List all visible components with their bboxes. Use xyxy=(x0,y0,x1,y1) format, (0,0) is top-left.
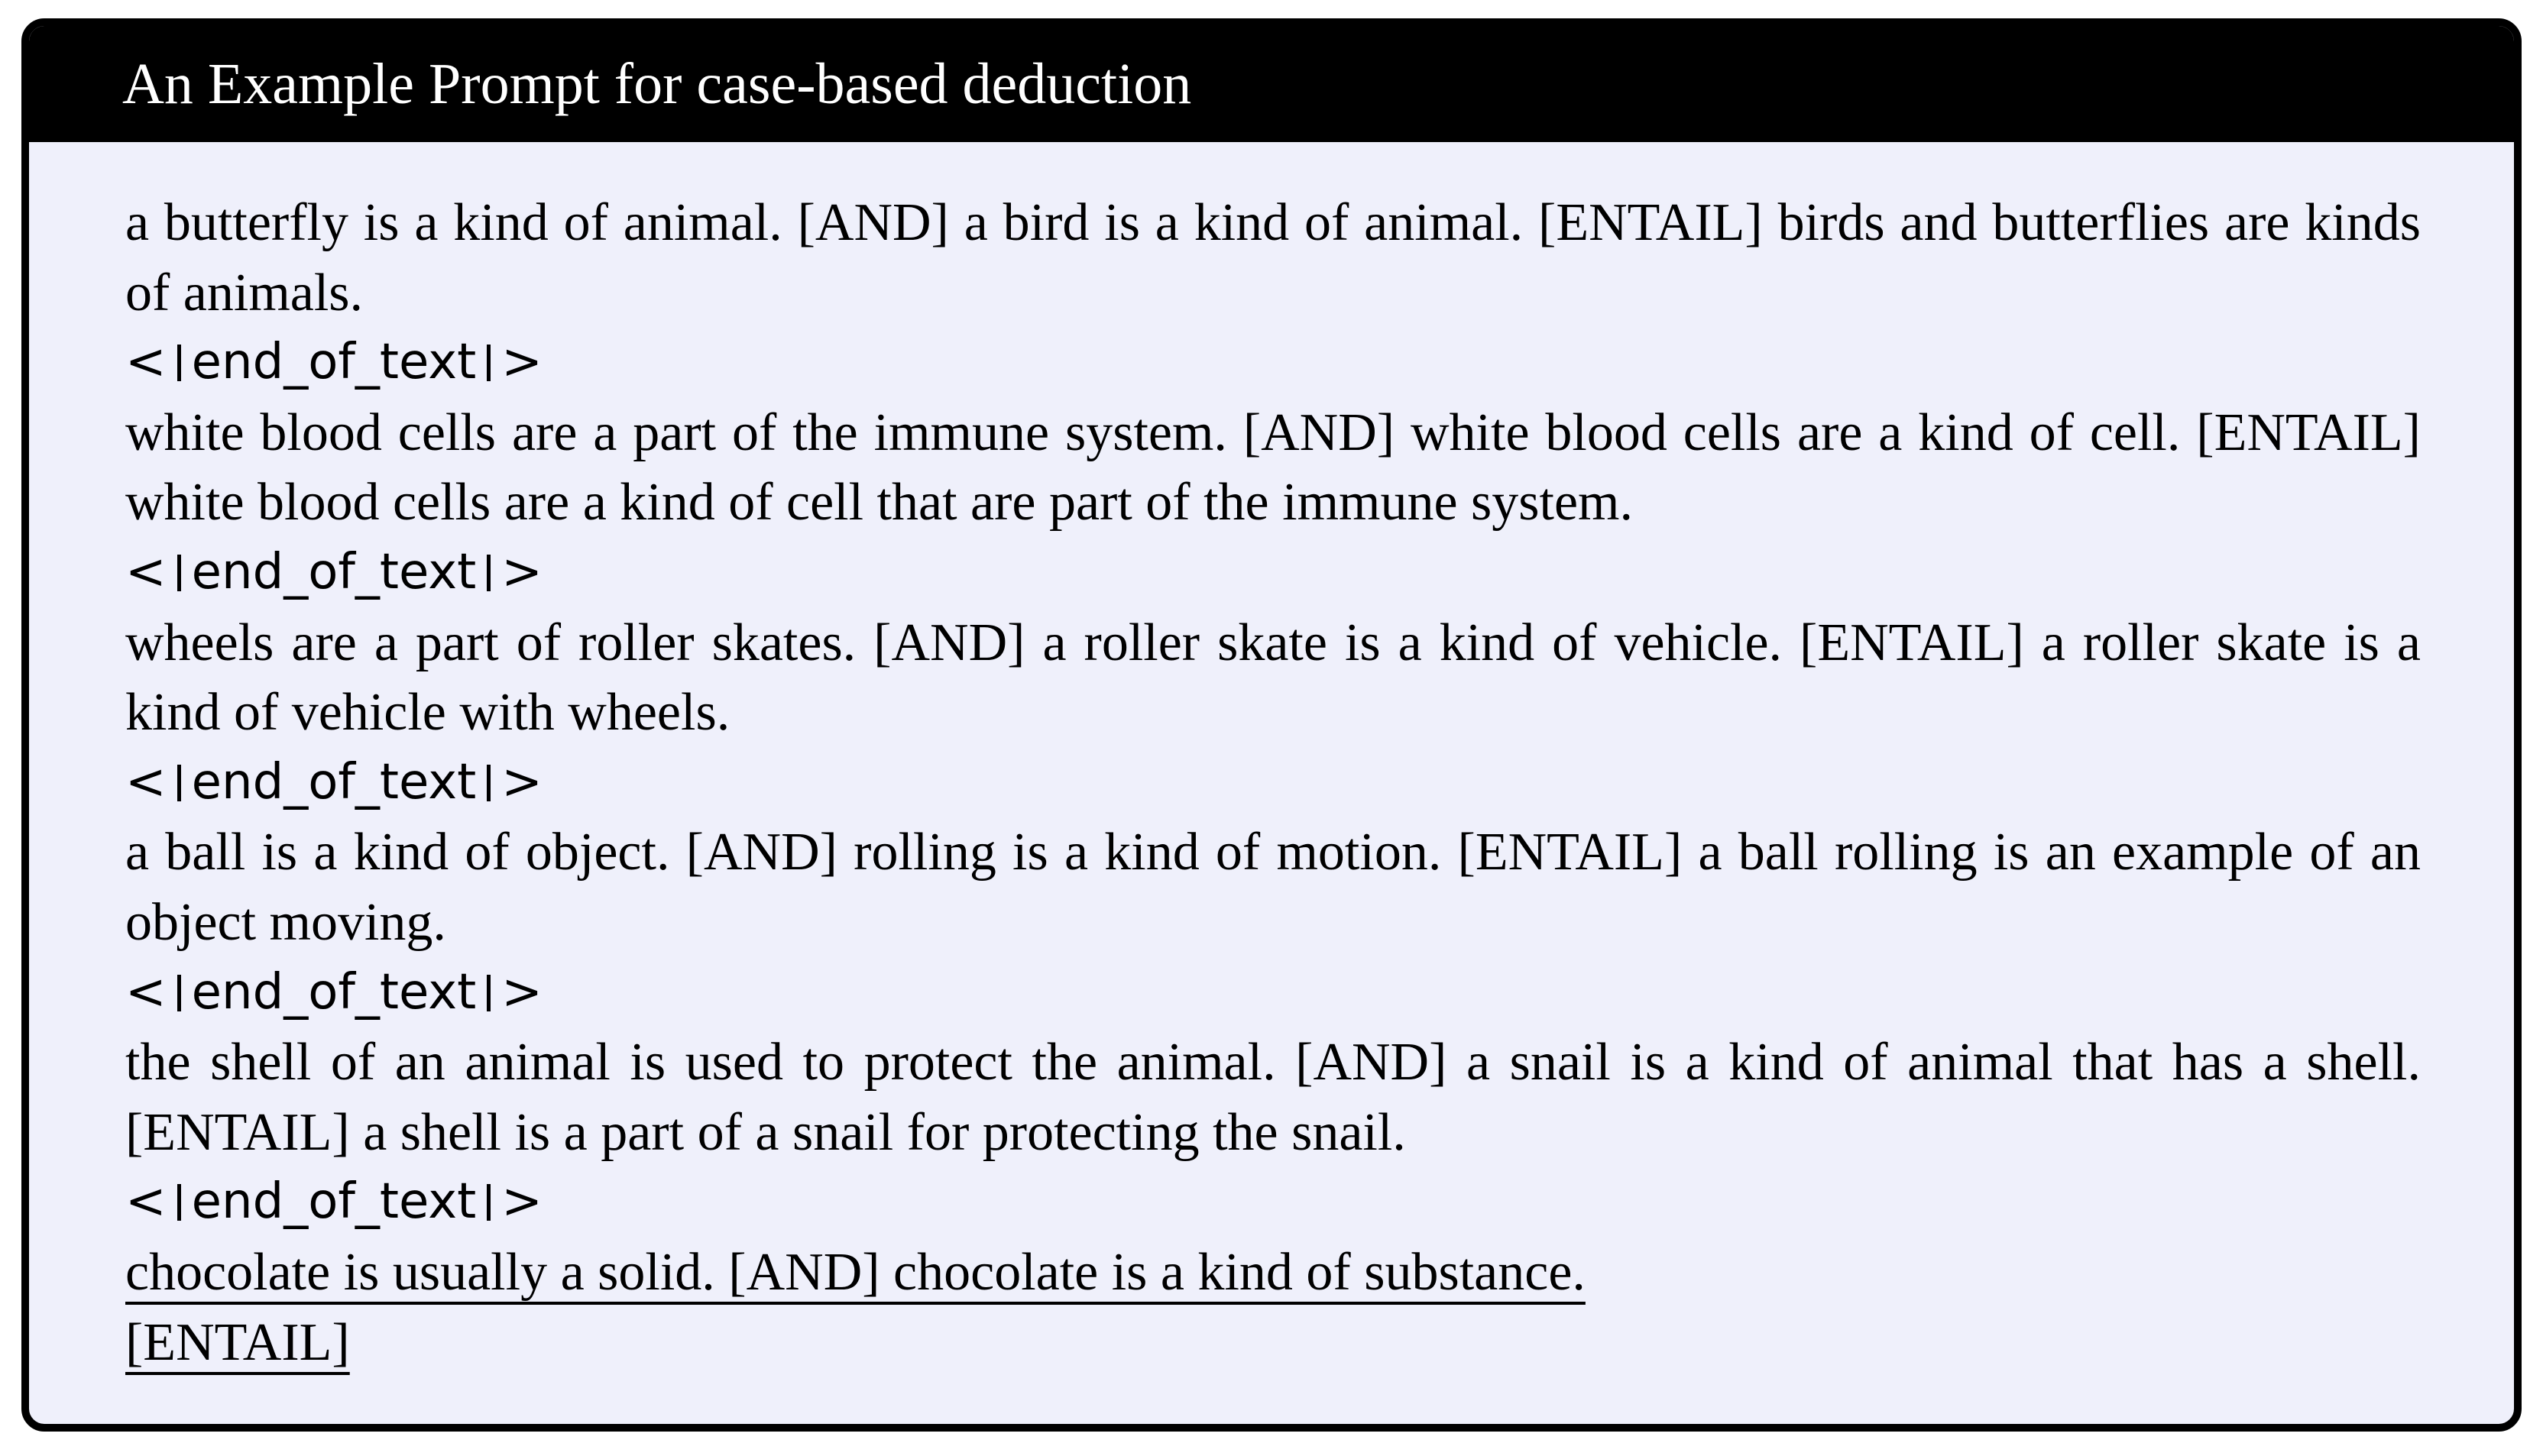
token-label: end_of_text xyxy=(191,543,477,600)
end-of-text-token xyxy=(125,538,2421,608)
token-bar xyxy=(177,975,181,1011)
example-text: wheels are a part of roller skates. [AND] a roller skate is a kind of vehicle. [ENTAIL] a roller skate is a kind of vehicle with wheels. xyxy=(125,613,2421,743)
token-open: < xyxy=(125,1173,167,1231)
query-line-1 xyxy=(125,1238,2421,1308)
token-open: < xyxy=(125,753,167,811)
token-close: > xyxy=(501,753,543,811)
example-text: a butterfly is a kind of animal. [AND] a bird is a kind of animal. [ENTAIL] birds and butterflies are kinds of animals. xyxy=(125,193,2421,322)
token-open: < xyxy=(125,963,167,1021)
token-bar xyxy=(177,1184,181,1221)
token-bar xyxy=(487,1184,491,1221)
token-label: end_of_text xyxy=(191,963,477,1021)
token-bar xyxy=(177,555,181,591)
token-open: < xyxy=(125,543,167,600)
token-close: > xyxy=(501,963,543,1021)
token-close: > xyxy=(501,1173,543,1231)
token-open: < xyxy=(125,334,167,391)
query-line-2 xyxy=(125,1308,2421,1378)
end-of-text-token xyxy=(125,748,2421,818)
example-text: the shell of an animal is used to protect the animal. [AND] a snail is a kind of animal that has a shell. [ENTAIL] a shell is a part of a snail for protecting the snail. xyxy=(125,1033,2421,1162)
prompt-body xyxy=(29,142,2514,1377)
end-of-text-token xyxy=(125,328,2421,398)
example-text: white blood cells are a part of the immune system. [AND] white blood cells are a kind of cell. [ENTAIL] white blood cells are a kind of cell that are part of the immune system. xyxy=(125,403,2421,532)
token-bar xyxy=(487,555,491,591)
token-bar xyxy=(487,975,491,1011)
token-close: > xyxy=(501,543,543,600)
token-bar xyxy=(177,765,181,801)
token-bar xyxy=(487,345,491,381)
token-close: > xyxy=(501,334,543,391)
token-bar xyxy=(487,765,491,801)
query-entail-marker: [ENTAIL] xyxy=(125,1312,350,1372)
token-label: end_of_text xyxy=(191,1173,477,1231)
end-of-text-token xyxy=(125,958,2421,1028)
token-bar xyxy=(177,345,181,381)
end-of-text-token xyxy=(125,1167,2421,1238)
example-text: a ball is a kind of object. [AND] rolling is a kind of motion. [ENTAIL] a ball rolling is an example of an object moving. xyxy=(125,823,2421,952)
token-label: end_of_text xyxy=(191,753,477,811)
box-title: An Example Prompt for case-based deduction xyxy=(29,26,2514,142)
prompt-box xyxy=(21,18,2522,1432)
query-premises: chocolate is usually a solid. [AND] chocolate is a kind of substance. xyxy=(125,1242,1586,1302)
token-label: end_of_text xyxy=(191,334,477,391)
